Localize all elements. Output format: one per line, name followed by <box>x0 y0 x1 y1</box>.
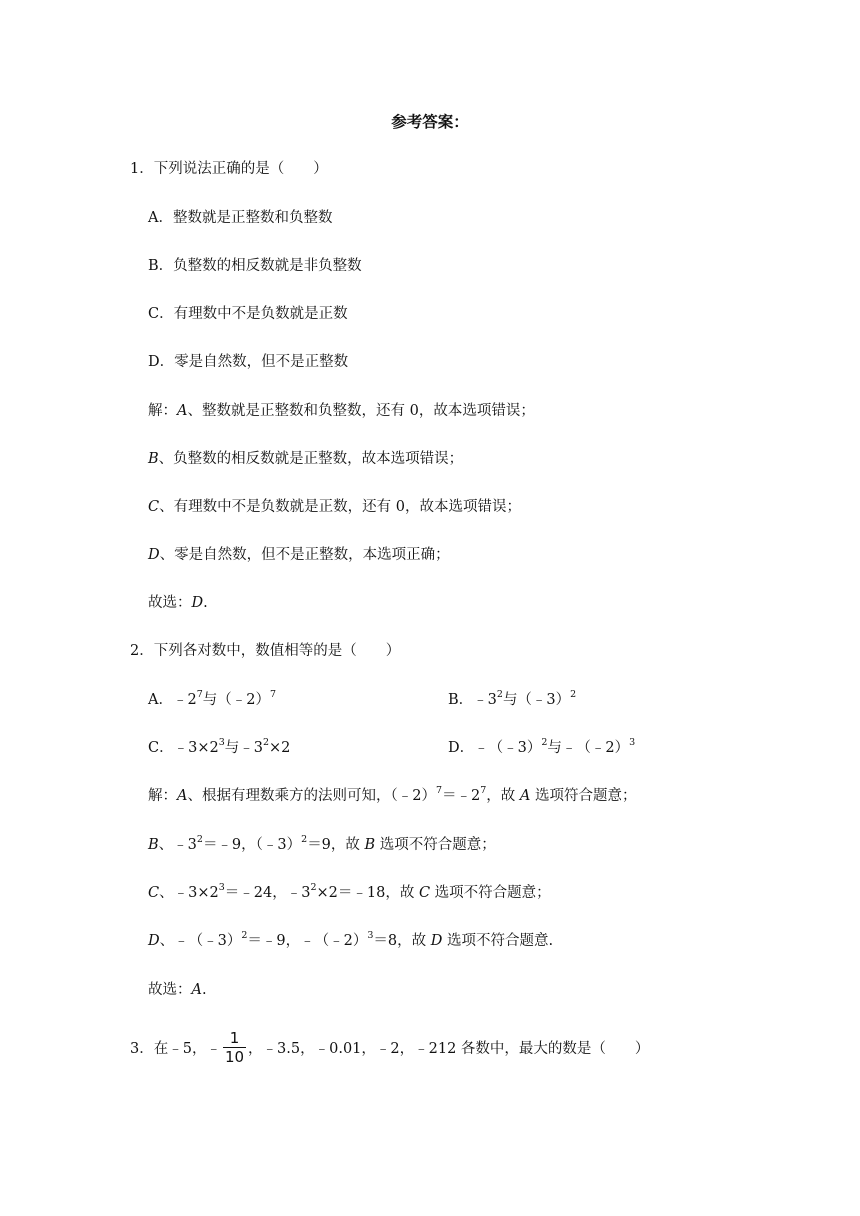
q2-solution-line-2: B、$﹣3^2=﹣9$，（﹣3）$^2$＝9，故 B 选项不符合题意； <box>148 834 496 853</box>
q1-solution-line-1: 解：A、整数就是正整数和负整数，还有 0，故本选项错误； <box>148 403 535 419</box>
q2-solution-line-1: 解：A、根据有理数乘方的法则可知，$(﹣2)^7=﹣2^7$，故 A 选项符合题意； <box>148 785 637 804</box>
q1-solution-line-4: D、零是自然数，但不是正整数，本选项正确； <box>148 547 450 563</box>
q1-stem: 1．下列说法正确的是（ ） <box>130 161 328 177</box>
q1-option-b: B．负整数的相反数就是非负整数 <box>148 258 362 274</box>
q2-option-a: A．$﹣2^7$与（﹣2）$^7$ <box>148 689 277 708</box>
q2-option-c: C．$﹣3\times 2^3$与$﹣3^2\times 2$ <box>148 737 291 756</box>
q2-stem: 2．下列各对数中，数值相等的是（ ） <box>130 643 401 659</box>
q1-solution-line-3: C、有理数中不是负数就是正数，还有 0，故本选项错误； <box>148 499 521 515</box>
q1-option-a: A．整数就是正整数和负整数 <box>148 210 333 226</box>
fraction-numerator: 1 <box>223 1029 246 1048</box>
q2-option-b: B．$﹣3^2$与（﹣3）$^2$ <box>448 689 577 708</box>
q2-solution-line-3: C、$﹣3\times 2^3=﹣24$，$﹣3^2\times 2=﹣18$，故 C 选项不符合题意； <box>148 882 551 901</box>
q2-solution-line-4: D、﹣（﹣3）$^2$＝﹣9，﹣（﹣2）$^3$＝8，故 D 选项不符合题意. <box>148 930 554 949</box>
page-title: 参考答案： <box>391 112 469 131</box>
q2-option-d: D．﹣（﹣3）$^2$与﹣（﹣2）$^3$ <box>448 737 636 756</box>
q1-option-d: D．零是自然数，但不是正整数 <box>148 354 349 370</box>
q1-answer: 故选：D. <box>148 595 208 611</box>
fraction-denominator: 10 <box>224 1047 245 1066</box>
q3-stem: 3．在﹣5，﹣ $\frac{1}{10}$ ，﹣3.5，﹣0.01，﹣2，﹣212 各数中，最大的数是（ ） <box>130 1028 650 1066</box>
fraction <box>223 1029 246 1066</box>
q1-option-c: C．有理数中不是负数就是正数 <box>148 306 348 322</box>
q1-solution-line-2: B、负整数的相反数就是正整数，故本选项错误； <box>148 451 464 467</box>
q2-answer: 故选：A. <box>148 982 207 998</box>
